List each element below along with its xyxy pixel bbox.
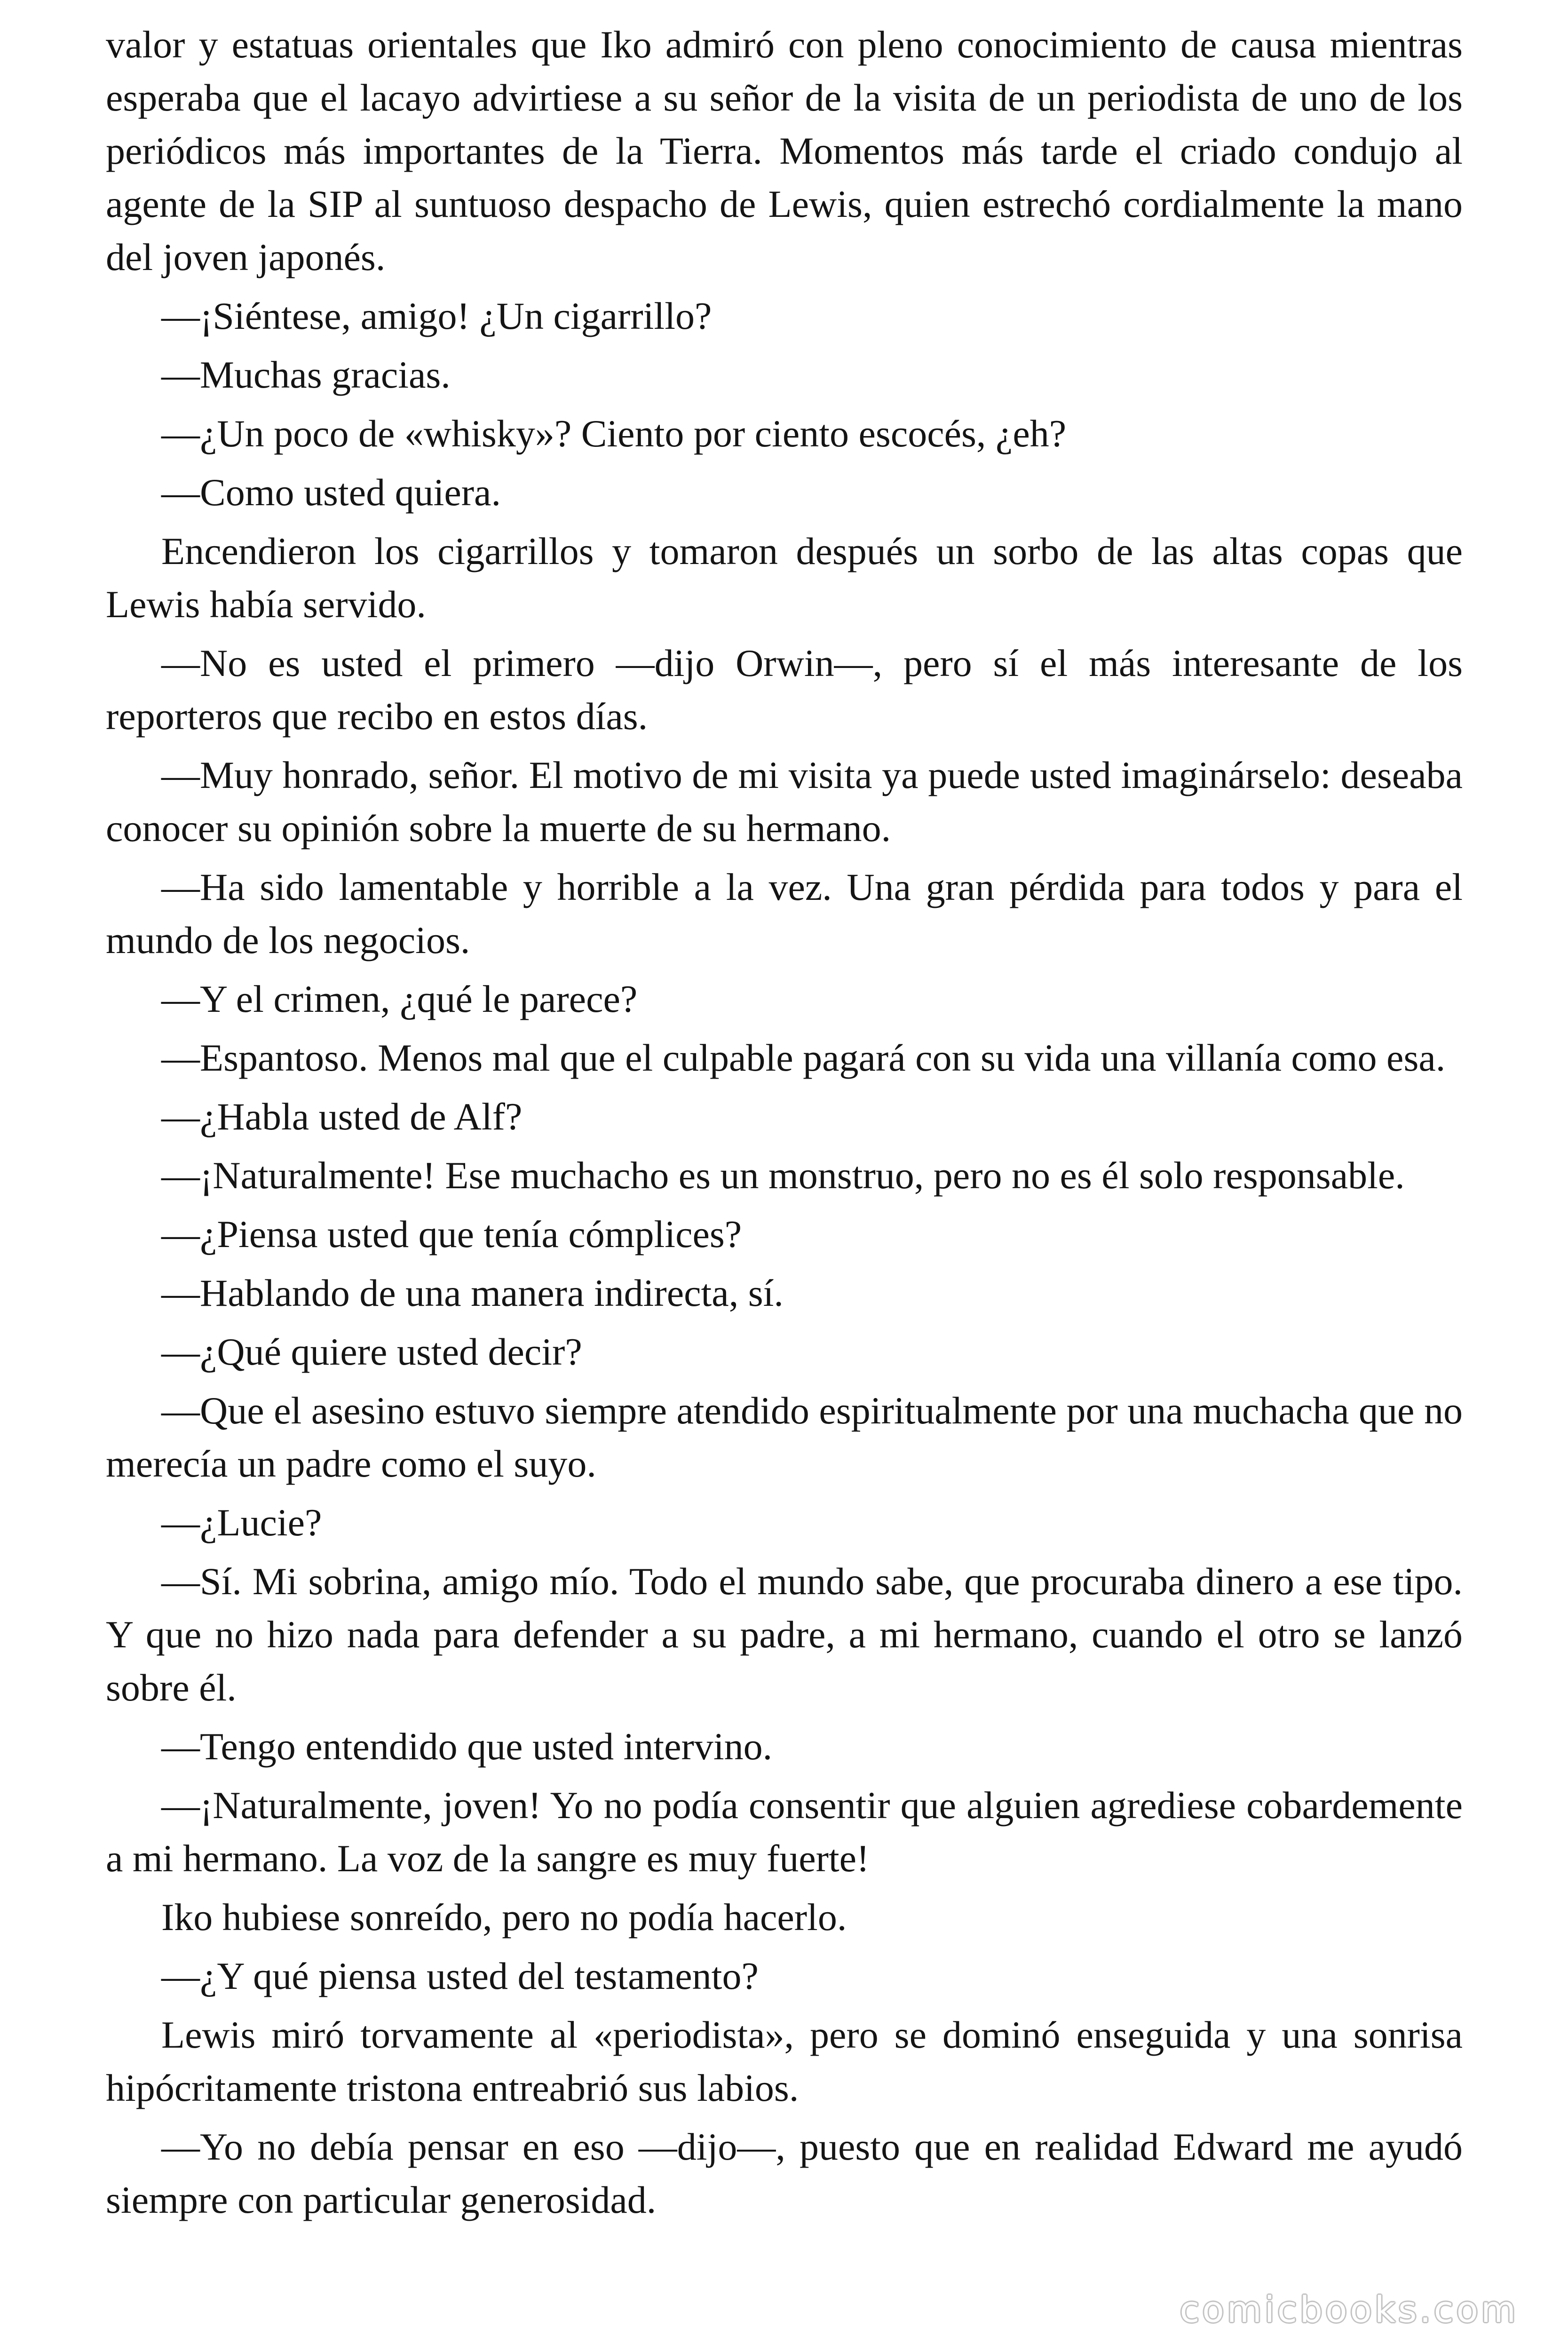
paragraph: —¡Naturalmente! Ese muchacho es un monstruo, pero no es él solo responsable. (161, 1154, 1405, 1197)
paragraph: —Tengo entendido que usted intervino. (161, 1725, 773, 1768)
paragraph: —¿Un poco de «whisky»? Ciento por ciento escocés, ¿eh? (161, 412, 1067, 455)
paragraph: —Y el crimen, ¿qué le parece? (161, 977, 638, 1020)
paragraph: —Muy honrado, señor. El motivo de mi visita ya puede usted imaginárselo: deseaba conocer su opinión sobre la muerte de su hermano. (106, 754, 1463, 850)
paragraph: —Ha sido lamentable y horrible a la vez. Una gran pérdida para todos y para el mundo de los negocios. (106, 866, 1463, 961)
paragraph: —Espantoso. Menos mal que el culpable pagará con su vida una villanía como esa. (161, 1036, 1446, 1079)
paragraph: —¿Piensa usted que tenía cómplices? (161, 1213, 742, 1255)
paragraph: —Yo no debía pensar en eso —dijo—, puesto que en realidad Edward me ayudó siempre con particular generosidad. (106, 2125, 1463, 2221)
paragraph: —¿Qué quiere usted decir? (161, 1330, 582, 1373)
paragraph: —Como usted quiera. (161, 471, 501, 514)
paragraph: —No es usted el primero —dijo Orwin—, pero sí el más interesante de los reporteros que recibo en estos días. (106, 642, 1463, 738)
paragraph: —¿Lucie? (161, 1501, 322, 1544)
paragraph: —¡Siéntese, amigo! ¿Un cigarrillo? (161, 294, 712, 337)
paragraph: valor y estatuas orientales que Iko admiró con pleno conocimiento de causa mientras esperaba que el lacayo advirtiese a su señor de la visita de un periodista de uno de los periódicos más importantes de la Tierra. Momentos más tarde el criado condujo al agente de la SIP al suntuoso despacho de Lewis, quien estrechó cordialmente la mano del joven japonés. (106, 23, 1463, 278)
paragraph: —¿Y qué piensa usted del testamento? (161, 1955, 759, 1997)
watermark: comicbooks.com (1180, 2288, 1519, 2330)
paragraph: —Sí. Mi sobrina, amigo mío. Todo el mundo sabe, que procuraba dinero a ese tipo. Y que no hizo nada para defender a su padre, a mi hermano, cuando el otro se lanzó sobre él. (106, 1560, 1463, 1709)
paragraph: Iko hubiese sonreído, pero no podía hacerlo. (161, 1896, 847, 1939)
paragraph: Lewis miró torvamente al «periodista», pero se dominó enseguida y una sonrisa hipócritamente tristona entreabrió sus labios. (106, 2013, 1463, 2109)
paragraph: —Muchas gracias. (161, 353, 451, 396)
body-text (106, 18, 1463, 2232)
paragraph: —Que el asesino estuvo siempre atendido espiritualmente por una muchacha que no merecía un padre como el suyo. (106, 1389, 1463, 1485)
paragraph: —¡Naturalmente, joven! Yo no podía consentir que alguien agrediese cobardemente a mi hermano. La voz de la sangre es muy fuerte! (106, 1784, 1463, 1880)
paragraph: Encendieron los cigarrillos y tomaron después un sorbo de las altas copas que Lewis había servido. (106, 530, 1463, 626)
paragraph: —¿Habla usted de Alf? (161, 1095, 523, 1138)
paragraph: —Hablando de una manera indirecta, sí. (161, 1271, 784, 1314)
